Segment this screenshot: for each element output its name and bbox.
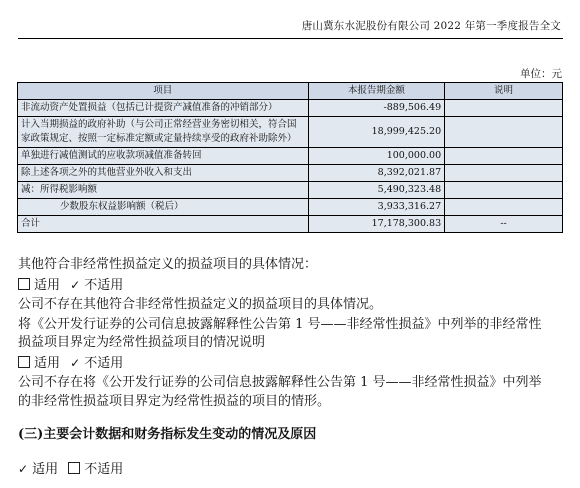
table-row <box>18 148 563 165</box>
row-note: -- <box>445 216 563 233</box>
table-row <box>18 117 563 148</box>
row-note <box>445 182 563 199</box>
other-items-text: 公司不存在其他符合非经常性损益定义的损益项目的具体情况。 <box>18 297 383 312</box>
row-amount: -889,506.49 <box>308 100 445 117</box>
checkmark-icon: ✓ <box>70 278 81 292</box>
row-note <box>445 148 563 165</box>
checkbox-empty-icon <box>18 278 30 290</box>
checkbox-empty-icon <box>18 356 30 368</box>
row-amount: 18,999,425.20 <box>308 117 445 148</box>
page-header <box>18 0 563 39</box>
row-amount: 5,490,323.48 <box>308 182 445 199</box>
option-group-2 <box>18 354 129 373</box>
option-not-applicable: ✓ 不适用 <box>70 356 124 371</box>
explain-line-2: 损益项目界定为经常性损益项目的情况说明 <box>18 335 266 350</box>
row-amount: 8,392,021.87 <box>308 165 445 182</box>
row-item: 除上述各项之外的其他营业外收入和支出 <box>18 165 309 182</box>
option-not-applicable: ✓ 不适用 <box>70 278 124 293</box>
report-title: 唐山冀东水泥股份有限公司 2022 年第一季度报告全文 <box>301 20 561 32</box>
option-applicable: ✓ 适用 <box>18 462 59 477</box>
column-header-item: 项目 <box>18 83 309 100</box>
option-group-1 <box>18 276 129 295</box>
explain-line-1: 将《公开发行证券的公司信息披露解释性公告第 1 号——非经常性损益》中列举的非经常性 <box>18 317 542 332</box>
row-item: 合计 <box>18 216 309 233</box>
explain-text-line-2: 的非经常性损益项目界定为经常性损益的项目的情形。 <box>18 394 331 409</box>
table-header-row <box>18 83 563 100</box>
non-recurring-gains-table <box>17 82 563 233</box>
checkmark-icon: ✓ <box>18 462 29 476</box>
table-row <box>18 199 563 216</box>
row-item: 计入当期损益的政府补助（与公司正常经营业务密切相关，符合国家政策规定、按照一定标准定额或定量持续享受的政府补助除外） <box>18 117 309 148</box>
row-note <box>445 165 563 182</box>
other-items-title: 其他符合非经常性损益定义的损益项目的具体情况： <box>18 257 318 272</box>
explain-text-line-1: 公司不存在将《公开发行证券的公司信息披露解释性公告第 1 号——非经常性损益》中列举 <box>18 375 542 390</box>
table-total-row <box>18 216 563 233</box>
row-item: 非流动资产处置损益（包括已计提资产减值准备的冲销部分） <box>18 100 309 117</box>
option-not-applicable: 不适用 <box>68 461 123 479</box>
checkmark-icon: ✓ <box>70 356 81 370</box>
row-item: 减：所得税影响额 <box>18 182 309 199</box>
row-amount: 17,178,300.83 <box>308 216 445 233</box>
row-item: 单独进行减值测试的应收款项减值准备转回 <box>18 148 309 165</box>
table-row <box>18 165 563 182</box>
option-applicable: 适用 <box>18 277 60 295</box>
column-header-note: 说明 <box>445 83 563 100</box>
row-note <box>445 199 563 216</box>
section-3-title: (三)主要会计数据和财务指标发生变动的情况及原因 <box>18 427 317 442</box>
row-note <box>445 100 563 117</box>
row-amount: 3,933,316.27 <box>308 199 445 216</box>
row-note <box>445 117 563 148</box>
table-row <box>18 182 563 199</box>
row-item: 少数股东权益影响额（税后） <box>18 199 309 216</box>
column-header-amount: 本报告期金额 <box>308 83 445 100</box>
option-applicable: 适用 <box>18 355 60 373</box>
row-amount: 100,000.00 <box>308 148 445 165</box>
checkbox-empty-icon <box>68 462 80 474</box>
table-row <box>18 100 563 117</box>
option-group-3 <box>18 460 129 479</box>
unit-label: 单位：元 <box>520 68 562 80</box>
